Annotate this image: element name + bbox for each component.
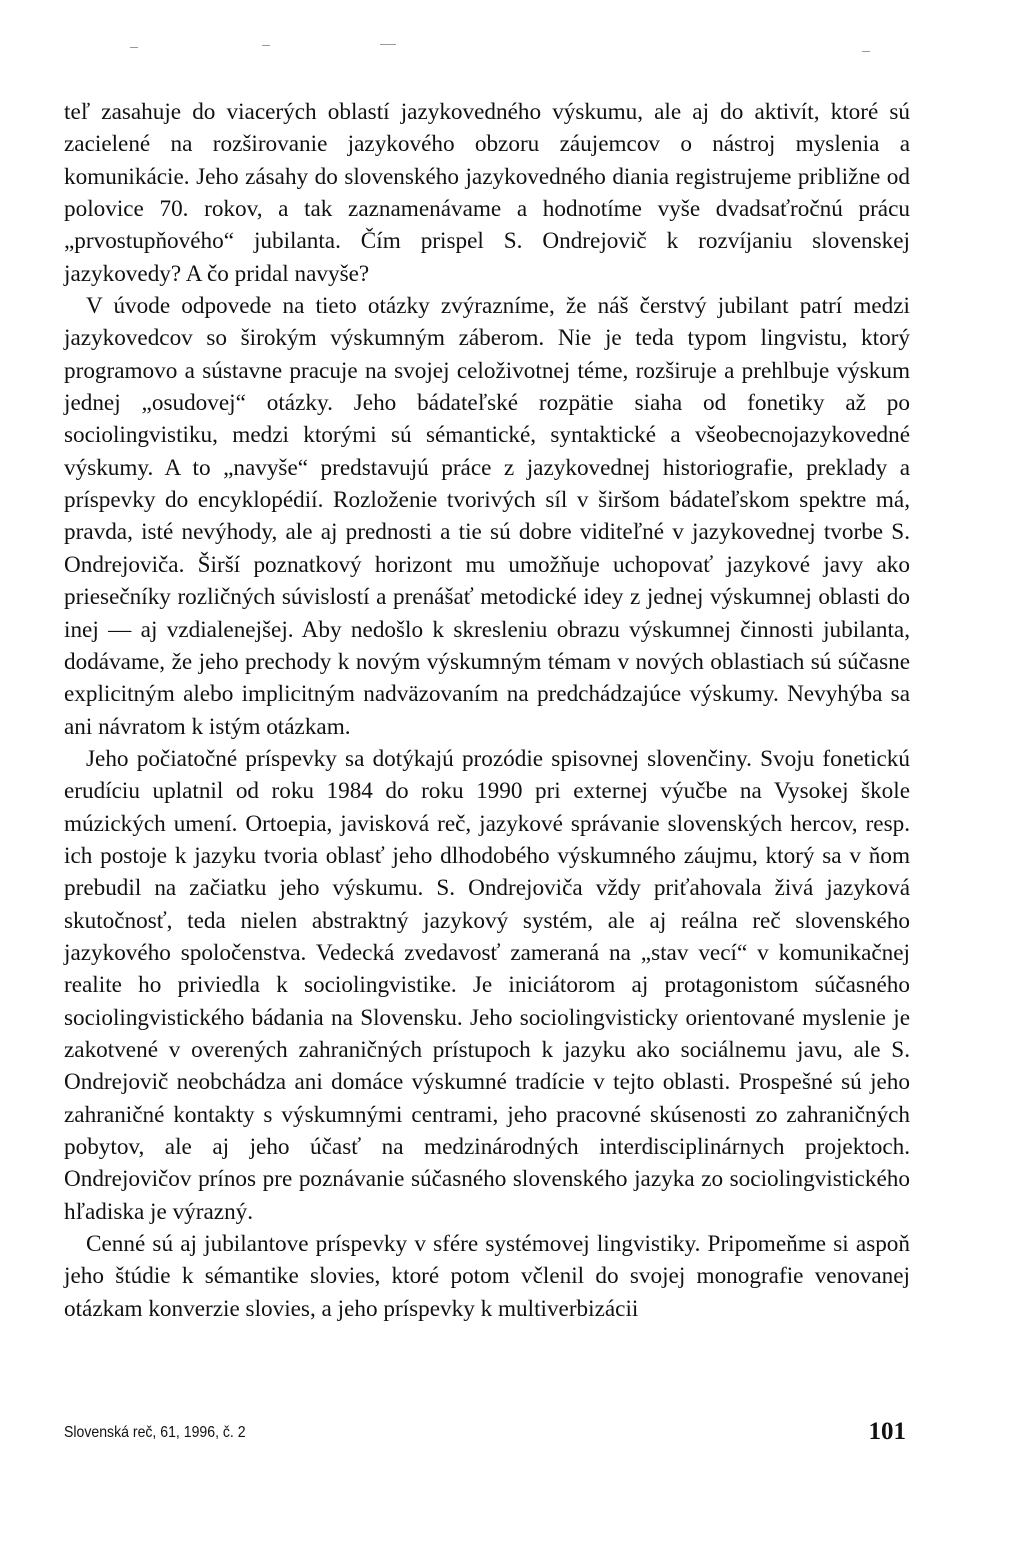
paragraph-systemic-linguistics: Cenné sú aj jubilantove príspevky v sfére systémovej lingvistiky. Pripomeňme si aspoň jeho štúdie k sémantike slovies, ktoré potom včlenil do svojej monografie venovanej otázkam konverzie slovies, a jeho príspevky k multiverbizácii [64, 1231, 910, 1322]
paragraph-phonetics-sociolinguistics: Jeho počiatočné príspevky sa dotýkajú prozódie spisovnej slovenčiny. Svoju fonetickú erudíciu uplatnil od roku 1984 do roku 1990 pri externej výučbe na Vysokej škole múzických umení. Ortoepia, javisková reč, jazykové správanie slovenských hercov, resp. ich postoje k jazyku tvoria oblasť jeho dlhodobého výskumného záujmu, ktorý sa v ňom prebudil na začiatku jeho výskumu. S. Ondrejoviča vždy priťahovala živá jazyková skutočnosť, teda nielen abstraktný jazykový systém, ale aj reálna reč slovenského jazykového spoločenstva. Vedecká zvedavosť zameraná na „stav vecí“ v komunikačnej realite ho priviedla k sociolingvistike. Je iniciátorom aj protagonistom súčasného sociolingvistického bádania na Slovensku. Jeho sociolingvisticky orientované myslenie je zakotvené v overených zahraničných prístupoch k jazyku ako sociálnemu javu, ale S. Ondrejovič neobchádza ani domáce výskumné tradície v tejto oblasti. Prospešné sú jeho zahraničné kontakty s výskumnými centrami, jeho pracovné skúsenosti zo zahraničných pobytov, ale aj jeho účasť na medzinárodných interdisciplinárnych projektoch. Ondrejovičov prínos pre poznávanie súčasného slovenského jazyka zo sociolingvistického hľadiska je výrazný. [64, 745, 910, 1225]
scan-mark [862, 51, 870, 52]
paragraph-scope-of-research: V úvode odpovede na tieto otázky zvýrazníme, že náš čerstvý jubilant patrí medzi jazykovedcov so širokým výskumným záberom. Nie je teda typom lingvistu, ktorý programovo a sústavne pracuje na svojej celoživotnej téme, rozširuje a prehlbuje výskum jednej „osudovej“ otázky. Jeho bádateľské rozpätie siaha od fonetiky až po sociolingvistiku, medzi ktorými sú sémantické, syntaktické a všeobecnojazykovedné výskumy. A to „navyše“ predstavujú práce z jazykovednej historiografie, preklady a príspevky do encyklopédií. Rozloženie tvorivých síl v širšom bádateľskom spektre má, pravda, isté nevýhody, ale aj prednosti a tie sú dobre viditeľné v jazykovednej tvorbe S. Ondrejoviča. Širší poznatkový horizont mu umožňuje uchopovať jazykové javy ako priesečníky rozličných súvislostí a prenášať metodické idey z jednej výskumnej oblasti do inej — aj vzdialenejšej. Aby nedošlo k skresleniu obrazu výskumnej činnosti jubilanta, dodávame, že jeho prechody k novým výskumným témam v nových oblastiach sú súčasne explicitným alebo implicitným nadväzovaním na predchádzajúce výskumy. Nevyhýba sa ani návratom k istým otázkam. [64, 293, 910, 740]
page-footer [64, 1418, 910, 1458]
page-number: 101 [868, 1418, 906, 1445]
paragraph-continued: teľ zasahuje do viacerých oblastí jazykovedného výskumu, ale aj do aktivít, ktoré sú zacielené na rozširovanie jazykového obzoru záujemcov o nástroj myslenia a komunikácie. Jeho zásahy do slovenského jazykovedného diania registrujeme približne od polovice 70. rokov, a tak zaznamenávame a hodnotíme vyše dvadsaťročnú prácu „prvostupňového“ jubilanta. Čím prispel S. Ondrejovič k rozvíjaniu slovenskej jazykovedy? A čo pridal navyše? [64, 99, 910, 287]
scan-mark [262, 45, 270, 46]
page-body [64, 96, 910, 1325]
scan-mark [130, 47, 138, 48]
journal-reference: Slovenská reč, 61, 1996, č. 2 [64, 1424, 246, 1441]
scan-mark [380, 44, 396, 45]
